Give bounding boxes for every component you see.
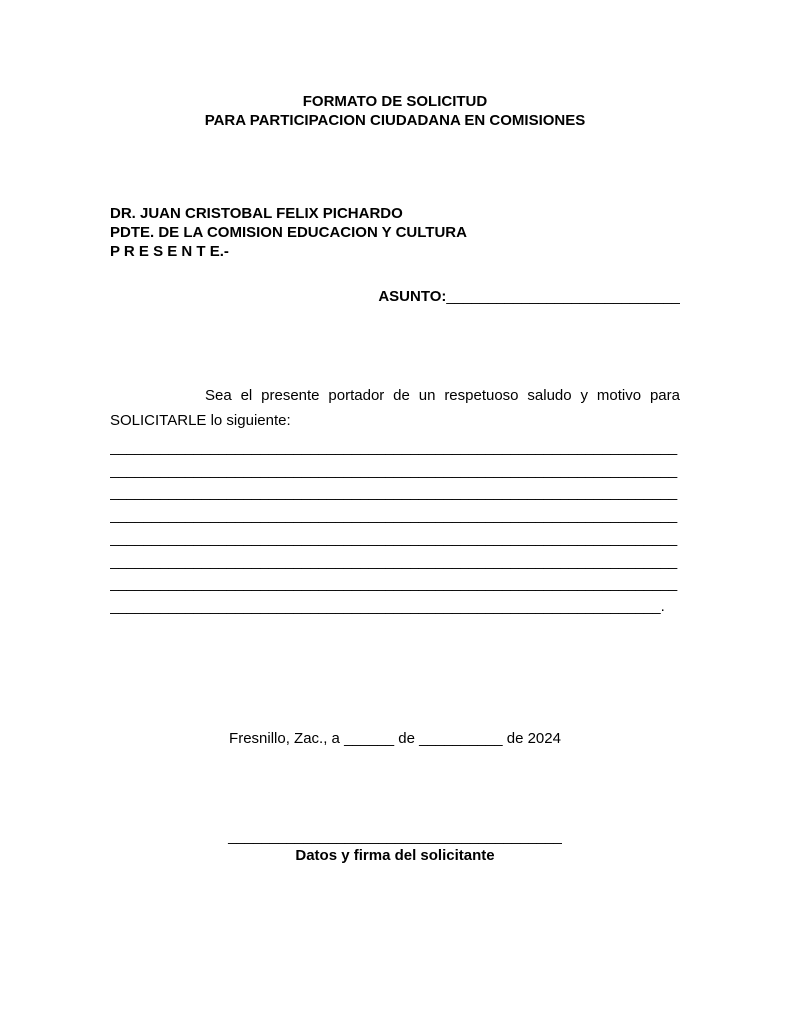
signature-caption: Datos y firma del solicitante bbox=[295, 846, 495, 864]
date-line: Fresnillo, Zac., a ______ de __________ de 2024 bbox=[229, 729, 561, 747]
document-title bbox=[110, 92, 680, 130]
subject-label: ASUNTO: bbox=[378, 288, 447, 305]
recipient-name: DR. JUAN CRISTOBAL FELIX PICHARDO bbox=[110, 205, 403, 222]
title-line-1: FORMATO DE SOLICITUD bbox=[302, 93, 488, 110]
title-line-2: PARA PARTICIPACION CIUDADANA EN COMISIONES bbox=[204, 112, 586, 129]
blank-line-3: ____________________________________________________________________ bbox=[110, 484, 678, 502]
blank-line-8: __________________________________________________________________. bbox=[110, 597, 665, 615]
blank-line-1: ____________________________________________________________________ bbox=[110, 439, 678, 456]
recipient-block bbox=[110, 204, 680, 261]
blank-line-4: ____________________________________________________________________ bbox=[110, 507, 678, 525]
blank-line-7: ____________________________________________________________________ bbox=[110, 575, 678, 593]
subject-blank-line: ____________________________ bbox=[446, 288, 680, 305]
signature-block bbox=[110, 827, 680, 865]
signature-line: ________________________________________ bbox=[228, 827, 562, 845]
request-blank-lines bbox=[110, 437, 680, 619]
blank-line-5: ____________________________________________________________________ bbox=[110, 529, 678, 547]
body-line-1: Sea el presente portador de un respetuoso saludo y motivo para bbox=[205, 387, 680, 404]
blank-line-2: ____________________________________________________________________ bbox=[110, 461, 678, 479]
body-paragraph bbox=[110, 383, 680, 433]
subject-row bbox=[110, 288, 680, 305]
blank-line-6: ____________________________________________________________________ bbox=[110, 552, 678, 570]
recipient-salutation: P R E S E N T E.- bbox=[110, 243, 229, 260]
body-line-2: SOLICITARLE lo siguiente: bbox=[110, 412, 291, 429]
recipient-position: PDTE. DE LA COMISION EDUCACION Y CULTURA bbox=[110, 224, 467, 241]
